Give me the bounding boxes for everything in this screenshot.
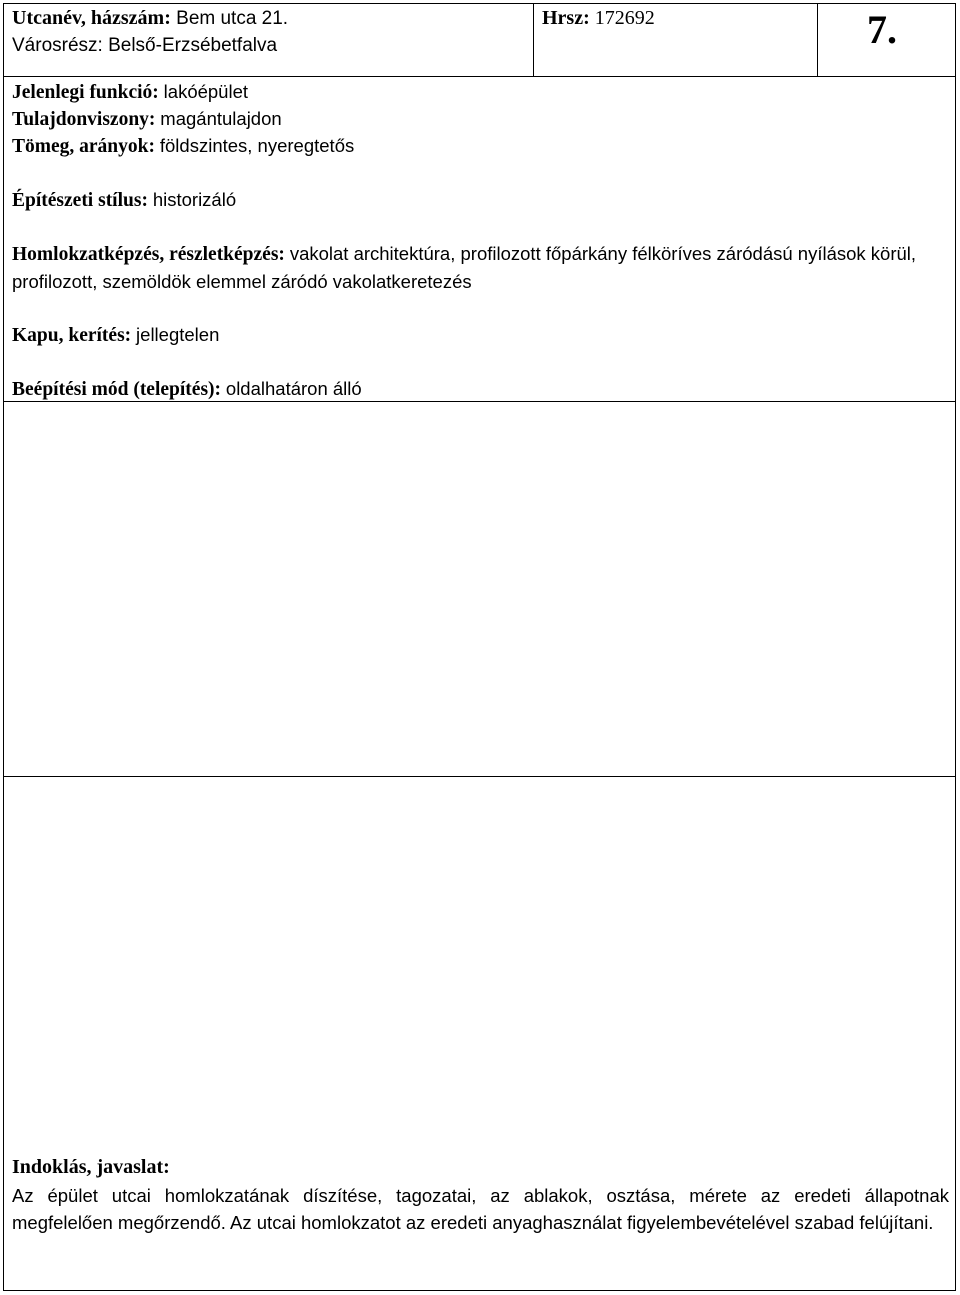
facade-field <box>12 240 947 296</box>
hrsz-value: 172692 <box>594 7 655 29</box>
justification-text: Az épület utcai homlokzatának díszítése, tagozatai, az ablakok, osztása, mérete az eredeti állapotnak megfelelően megőrzendő. Az utcai homlokzatot az eredeti anyaghasználat figyelembevételével szabad felújítani. <box>12 1185 949 1233</box>
placement-field <box>12 375 947 403</box>
gate-field <box>12 321 947 349</box>
hrsz-label: Hrsz: <box>542 7 590 29</box>
ownership-value: magántulajdon <box>160 108 282 129</box>
street-value: Bem utca 21. <box>176 8 289 29</box>
gate-value: jellegtelen <box>136 324 220 345</box>
function-value: lakóépület <box>163 81 249 102</box>
ownership-field <box>12 105 947 133</box>
justification-title: Indoklás, javaslat: <box>12 1156 170 1178</box>
placement-label: Beépítési mód (telepítés): <box>12 379 222 400</box>
record-number: 7. <box>867 7 897 52</box>
record-sheet <box>3 3 956 1291</box>
facade-label: Homlokzatképzés, részletképzés: <box>12 244 285 265</box>
street-line <box>12 7 288 30</box>
gate-label: Kapu, kerítés: <box>12 325 132 346</box>
facade-value: vakolat architektúra, profilozott főpárkány félköríves záródású nyílások körül, profilozott, szemöldök elemmel záródó vakolatkeretezés <box>12 243 917 292</box>
ownership-label: Tulajdonviszony: <box>12 109 156 130</box>
style-label: Építészeti stílus: <box>12 190 148 211</box>
mass-value: földszintes, nyeregtetős <box>159 135 355 156</box>
number-cell <box>818 4 955 76</box>
photo-area-2 <box>4 777 955 1155</box>
photo-area-1 <box>4 402 955 777</box>
district-line <box>12 35 277 57</box>
mass-label: Tömeg, arányok: <box>12 136 155 157</box>
district-label: Városrész: <box>12 35 103 56</box>
address-cell <box>4 4 534 76</box>
hrsz-cell <box>534 4 818 76</box>
style-value: historizáló <box>152 189 237 210</box>
function-label: Jelenlegi funkció: <box>12 82 159 103</box>
street-label: Utcanév, házszám: <box>12 7 171 29</box>
mass-field <box>12 132 947 160</box>
hrsz-line <box>542 7 655 30</box>
district-value: Belső-Erzsébetfalva <box>108 35 278 56</box>
header-row <box>4 4 955 77</box>
placement-value: oldalhatáron álló <box>225 378 362 399</box>
style-field <box>12 186 947 214</box>
function-field <box>12 78 947 106</box>
